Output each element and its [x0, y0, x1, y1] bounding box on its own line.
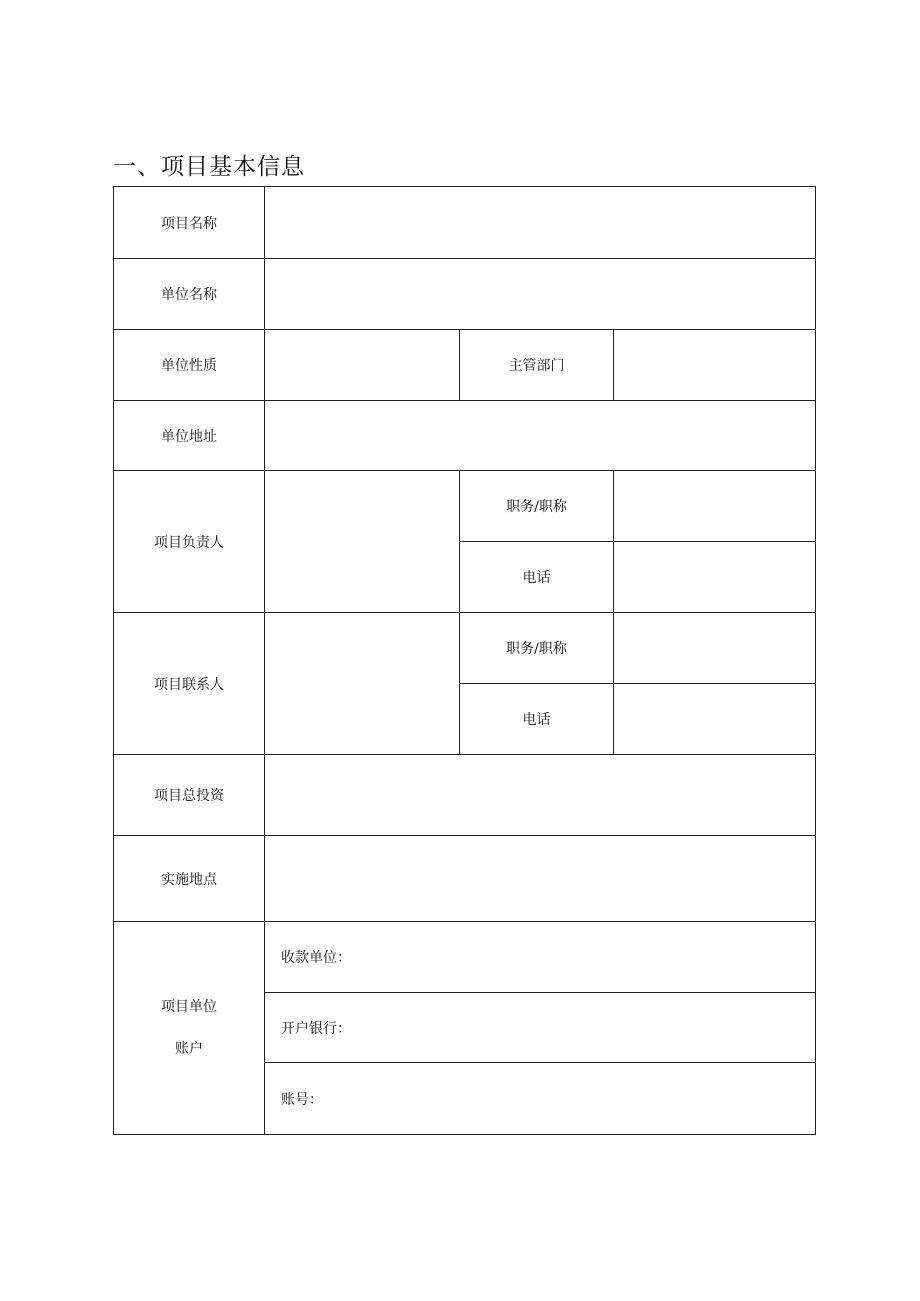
- value-location[interactable]: [265, 836, 816, 922]
- row-project-name: [114, 187, 816, 259]
- value-unit-nature[interactable]: [265, 330, 460, 401]
- value-unit-name[interactable]: [265, 259, 816, 330]
- value-total-investment[interactable]: [265, 755, 816, 836]
- page-title: 一、项目基本信息: [113, 154, 305, 180]
- label-account-line1: 项目单位: [161, 999, 217, 1015]
- label-leader-position: 职务/职称: [460, 471, 614, 542]
- label-contact-position: 职务/职称: [460, 613, 614, 684]
- label-project-leader: 项目负责人: [114, 471, 265, 613]
- row-unit-nature: [114, 330, 816, 401]
- value-project-name[interactable]: [265, 187, 816, 259]
- value-leader-phone[interactable]: [614, 542, 816, 613]
- label-unit-nature: 单位性质: [114, 330, 265, 401]
- label-unit-address: 单位地址: [114, 401, 265, 471]
- label-location: 实施地点: [114, 836, 265, 922]
- row-total-investment: [114, 755, 816, 836]
- label-contact-phone: 电话: [460, 684, 614, 755]
- label-account-line2: 账户: [175, 1041, 203, 1057]
- project-info-table: [113, 186, 816, 1135]
- label-project-account: [114, 922, 265, 1135]
- value-contact-phone[interactable]: [614, 684, 816, 755]
- value-supervisor-dept[interactable]: [614, 330, 816, 401]
- row-unit-name: [114, 259, 816, 330]
- label-project-contact: 项目联系人: [114, 613, 265, 755]
- row-contact-position: [114, 613, 816, 684]
- label-unit-name: 单位名称: [114, 259, 265, 330]
- label-supervisor-dept: 主管部门: [460, 330, 614, 401]
- label-project-name: 项目名称: [114, 187, 265, 259]
- label-leader-phone: 电话: [460, 542, 614, 613]
- row-payee: [114, 922, 816, 993]
- value-project-leader[interactable]: [265, 471, 460, 613]
- field-account-number[interactable]: 账号：: [265, 1063, 816, 1135]
- label-total-investment: 项目总投资: [114, 755, 265, 836]
- value-contact-position[interactable]: [614, 613, 816, 684]
- value-project-contact[interactable]: [265, 613, 460, 755]
- field-bank[interactable]: 开户银行：: [265, 993, 816, 1063]
- row-location: [114, 836, 816, 922]
- field-payee[interactable]: 收款单位：: [265, 922, 816, 993]
- row-unit-address: [114, 401, 816, 471]
- value-unit-address[interactable]: [265, 401, 816, 471]
- value-leader-position[interactable]: [614, 471, 816, 542]
- row-leader-position: [114, 471, 816, 542]
